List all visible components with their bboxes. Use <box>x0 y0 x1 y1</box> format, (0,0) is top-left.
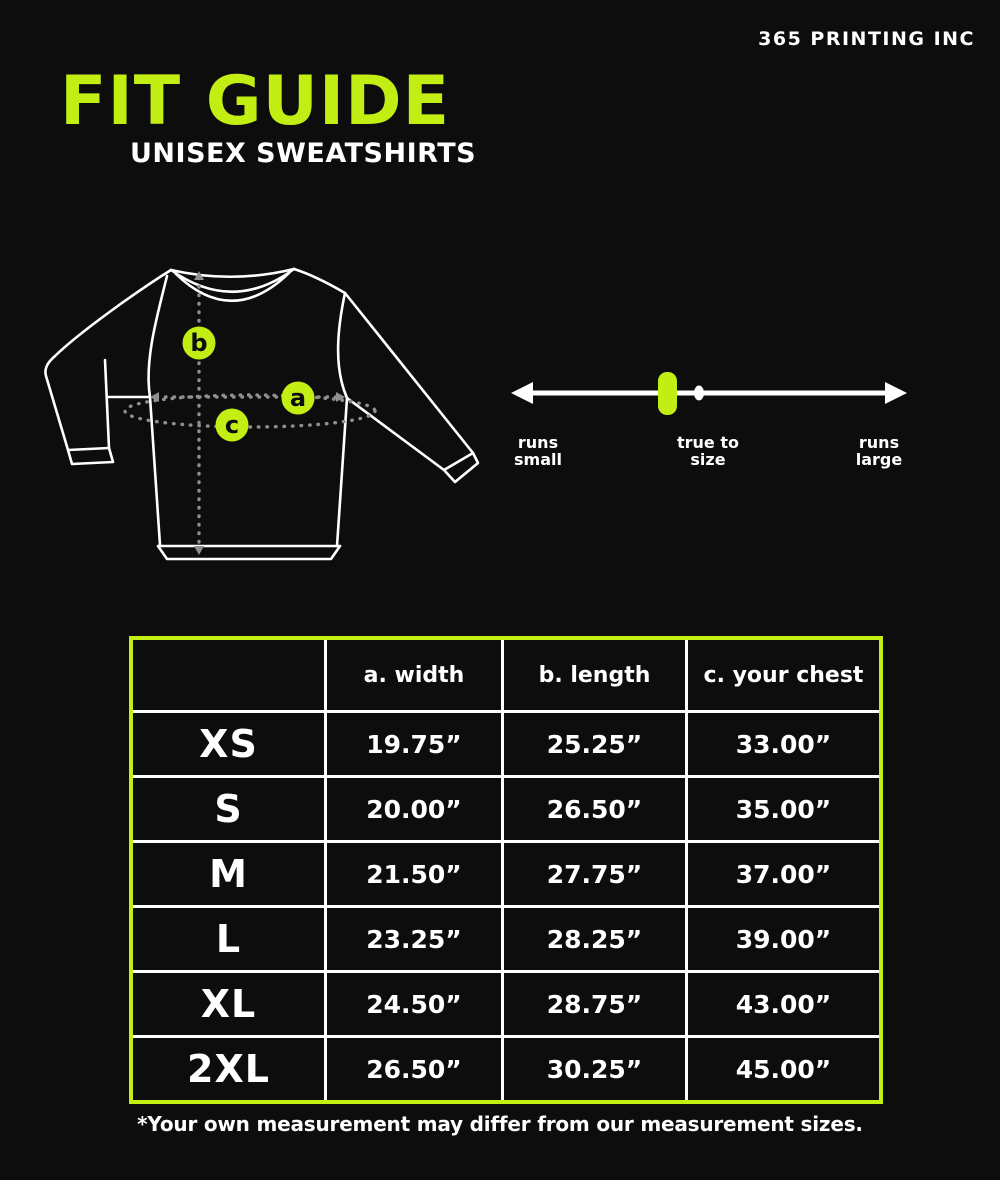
page-title: FIT GUIDE <box>60 62 451 141</box>
fit-scale <box>505 358 915 488</box>
size-label-2xl: 2XL <box>133 1038 324 1100</box>
scale-label-runs-small: runs small <box>514 433 562 469</box>
footnote: *Your own measurement may differ from our measurement sizes. <box>137 1112 863 1136</box>
value-l-length: 28.25” <box>504 908 685 970</box>
size-label-l: L <box>133 908 324 970</box>
value-s-length: 26.50” <box>504 778 685 840</box>
size-label-m: M <box>133 843 324 905</box>
value-2xl-width: 26.50” <box>327 1038 501 1100</box>
sweatshirt-outline <box>45 269 478 559</box>
value-xl-length: 28.75” <box>504 973 685 1035</box>
sweatshirt-diagram <box>30 248 500 588</box>
value-s-width: 20.00” <box>327 778 501 840</box>
left-armhole-seam <box>149 276 167 397</box>
page-subtitle: UNISEX SWEATSHIRTS <box>130 138 477 169</box>
value-xs-chest: 33.00” <box>688 713 879 775</box>
point-a-label: a <box>289 384 307 412</box>
collar-back-line <box>171 269 294 277</box>
point-b-label: b <box>190 329 208 357</box>
body-right-edge <box>337 398 347 546</box>
scale-marker-dot <box>694 386 704 401</box>
size-table <box>129 636 883 1104</box>
body-left-edge <box>150 397 160 545</box>
value-xl-chest: 43.00” <box>688 973 879 1035</box>
value-xs-length: 25.25” <box>504 713 685 775</box>
value-m-chest: 37.00” <box>688 843 879 905</box>
brand-text: 365 PRINTING INC <box>758 28 975 50</box>
header-cell-length: b. length <box>504 640 685 710</box>
scale-label-true-to-size: true to size <box>677 433 739 469</box>
value-s-chest: 35.00” <box>688 778 879 840</box>
value-m-length: 27.75” <box>504 843 685 905</box>
value-l-width: 23.25” <box>327 908 501 970</box>
scale-indicator-pill <box>658 372 677 415</box>
guide-arrowheads <box>150 271 345 555</box>
size-label-s: S <box>133 778 324 840</box>
point-c-label: c <box>224 411 240 439</box>
value-m-width: 21.50” <box>327 843 501 905</box>
value-xs-width: 19.75” <box>327 713 501 775</box>
value-l-chest: 39.00” <box>688 908 879 970</box>
scale-label-runs-large: runs large <box>855 433 903 469</box>
measurement-guides <box>125 278 375 548</box>
left-cuff <box>68 448 113 464</box>
value-2xl-chest: 45.00” <box>688 1038 879 1100</box>
right-sleeve-inner <box>347 398 444 470</box>
hem-band <box>158 546 340 559</box>
header-cell-chest: c. your chest <box>688 640 879 710</box>
value-xl-width: 24.50” <box>327 973 501 1035</box>
scale-arrow-left <box>511 382 533 404</box>
arrow-down <box>194 546 204 555</box>
right-cuff <box>444 453 478 482</box>
size-label-xl: XL <box>133 973 324 1035</box>
size-label-xs: XS <box>133 713 324 775</box>
header-cell-width: a. width <box>327 640 501 710</box>
right-armhole-seam <box>338 293 347 398</box>
left-sleeve-inner <box>105 360 109 448</box>
fit-scale-graphic <box>505 358 915 428</box>
scale-arrow-right <box>885 382 907 404</box>
header-cell-empty <box>133 640 324 710</box>
value-2xl-length: 30.25” <box>504 1038 685 1100</box>
measurement-points <box>183 327 315 442</box>
